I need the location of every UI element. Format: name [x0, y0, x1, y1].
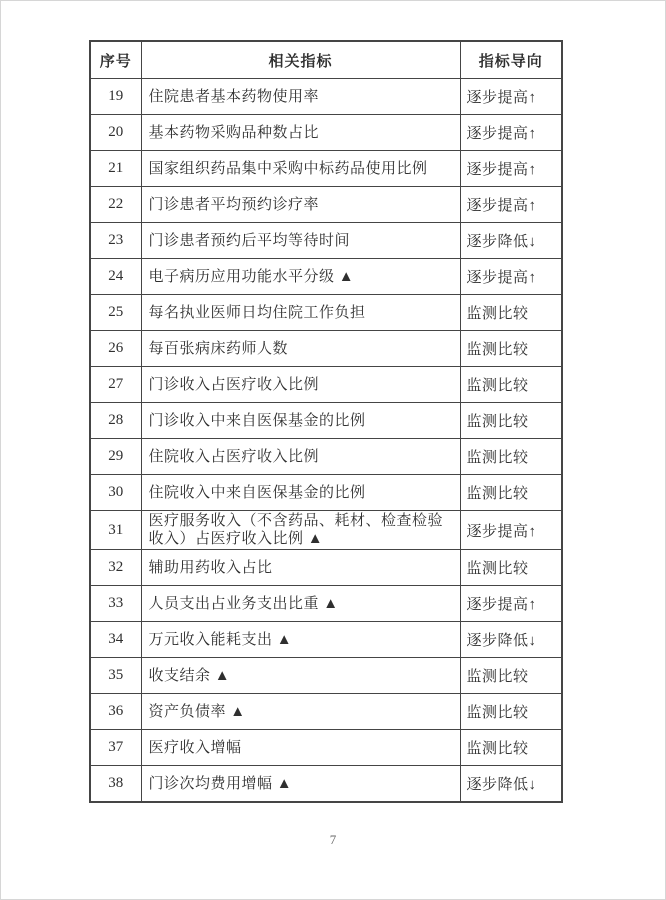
- row-indicator-direction: 逐步提高↑: [460, 511, 562, 550]
- table-row: [90, 331, 562, 367]
- table-header-row: [90, 41, 562, 79]
- row-indicator-direction: 监测比较: [460, 295, 562, 331]
- row-indicator-name: 每名执业医师日均住院工作负担: [141, 295, 460, 331]
- row-indicator-direction: 逐步提高↑: [460, 187, 562, 223]
- row-indicator-direction: 监测比较: [460, 403, 562, 439]
- row-indicator-direction: 监测比较: [460, 367, 562, 403]
- indicator-table-body: [90, 79, 562, 803]
- row-serial-number: 29: [90, 439, 141, 475]
- column-header-serial-number: 序号: [90, 41, 141, 79]
- row-indicator-direction: 监测比较: [460, 475, 562, 511]
- row-serial-number: 30: [90, 475, 141, 511]
- row-serial-number: 26: [90, 331, 141, 367]
- row-indicator-name: 住院收入占医疗收入比例: [141, 439, 460, 475]
- row-serial-number: 38: [90, 766, 141, 803]
- row-serial-number: 21: [90, 151, 141, 187]
- table-row: [90, 439, 562, 475]
- table-row: [90, 259, 562, 295]
- row-indicator-direction: 监测比较: [460, 694, 562, 730]
- table-row: [90, 367, 562, 403]
- row-indicator-direction: 逐步提高↑: [460, 115, 562, 151]
- column-header-related-indicator: 相关指标: [141, 41, 460, 79]
- row-indicator-name: 门诊患者平均预约诊疗率: [141, 187, 460, 223]
- row-indicator-name: 医疗收入增幅: [141, 730, 460, 766]
- table-row: [90, 151, 562, 187]
- table-row: [90, 295, 562, 331]
- row-serial-number: 31: [90, 511, 141, 550]
- column-header-indicator-direction: 指标导向: [460, 41, 562, 79]
- table-row: [90, 79, 562, 115]
- row-serial-number: 35: [90, 658, 141, 694]
- table-row: [90, 658, 562, 694]
- row-serial-number: 37: [90, 730, 141, 766]
- row-serial-number: 32: [90, 550, 141, 586]
- row-indicator-name: 门诊患者预约后平均等待时间: [141, 223, 460, 259]
- row-indicator-direction: 逐步提高↑: [460, 151, 562, 187]
- row-serial-number: 20: [90, 115, 141, 151]
- row-indicator-direction: 监测比较: [460, 439, 562, 475]
- row-serial-number: 23: [90, 223, 141, 259]
- table-row: [90, 223, 562, 259]
- table-row: [90, 730, 562, 766]
- row-serial-number: 36: [90, 694, 141, 730]
- table-row: [90, 694, 562, 730]
- row-indicator-name: 资产负债率 ▲: [141, 694, 460, 730]
- row-indicator-name: 住院患者基本药物使用率: [141, 79, 460, 115]
- row-indicator-direction: 逐步提高↑: [460, 586, 562, 622]
- row-indicator-name: 人员支出占业务支出比重 ▲: [141, 586, 460, 622]
- row-indicator-direction: 逐步降低↓: [460, 223, 562, 259]
- row-serial-number: 27: [90, 367, 141, 403]
- row-serial-number: 25: [90, 295, 141, 331]
- row-indicator-direction: 监测比较: [460, 730, 562, 766]
- table-row: [90, 115, 562, 151]
- row-indicator-direction: 逐步降低↓: [460, 622, 562, 658]
- row-indicator-name: 基本药物采购品种数占比: [141, 115, 460, 151]
- row-serial-number: 34: [90, 622, 141, 658]
- table-row: [90, 622, 562, 658]
- row-indicator-name: 门诊收入占医疗收入比例: [141, 367, 460, 403]
- row-indicator-direction: 监测比较: [460, 550, 562, 586]
- table-row: [90, 586, 562, 622]
- row-indicator-direction: 逐步提高↑: [460, 259, 562, 295]
- row-indicator-direction: 监测比较: [460, 658, 562, 694]
- row-serial-number: 28: [90, 403, 141, 439]
- row-serial-number: 24: [90, 259, 141, 295]
- table-row: [90, 766, 562, 803]
- row-indicator-name: 门诊次均费用增幅 ▲: [141, 766, 460, 803]
- row-serial-number: 33: [90, 586, 141, 622]
- row-indicator-name: 住院收入中来自医保基金的比例: [141, 475, 460, 511]
- row-indicator-name: 国家组织药品集中采购中标药品使用比例: [141, 151, 460, 187]
- table-row: [90, 475, 562, 511]
- indicator-table: [89, 40, 563, 803]
- row-indicator-name: 万元收入能耗支出 ▲: [141, 622, 460, 658]
- row-indicator-name: 电子病历应用功能水平分级 ▲: [141, 259, 460, 295]
- row-serial-number: 22: [90, 187, 141, 223]
- row-indicator-name: 每百张病床药师人数: [141, 331, 460, 367]
- row-indicator-direction: 监测比较: [460, 331, 562, 367]
- row-indicator-direction: 逐步提高↑: [460, 79, 562, 115]
- row-indicator-name: 辅助用药收入占比: [141, 550, 460, 586]
- table-row: [90, 403, 562, 439]
- row-indicator-name: 医疗服务收入（不含药品、耗材、检查检验收入）占医疗收入比例 ▲: [141, 511, 460, 550]
- row-indicator-direction: 逐步降低↓: [460, 766, 562, 803]
- page-number: 7: [329, 832, 337, 847]
- row-indicator-name: 收支结余 ▲: [141, 658, 460, 694]
- table-row: [90, 550, 562, 586]
- table-row: [90, 511, 562, 550]
- row-indicator-name: 门诊收入中来自医保基金的比例: [141, 403, 460, 439]
- row-serial-number: 19: [90, 79, 141, 115]
- table-row: [90, 187, 562, 223]
